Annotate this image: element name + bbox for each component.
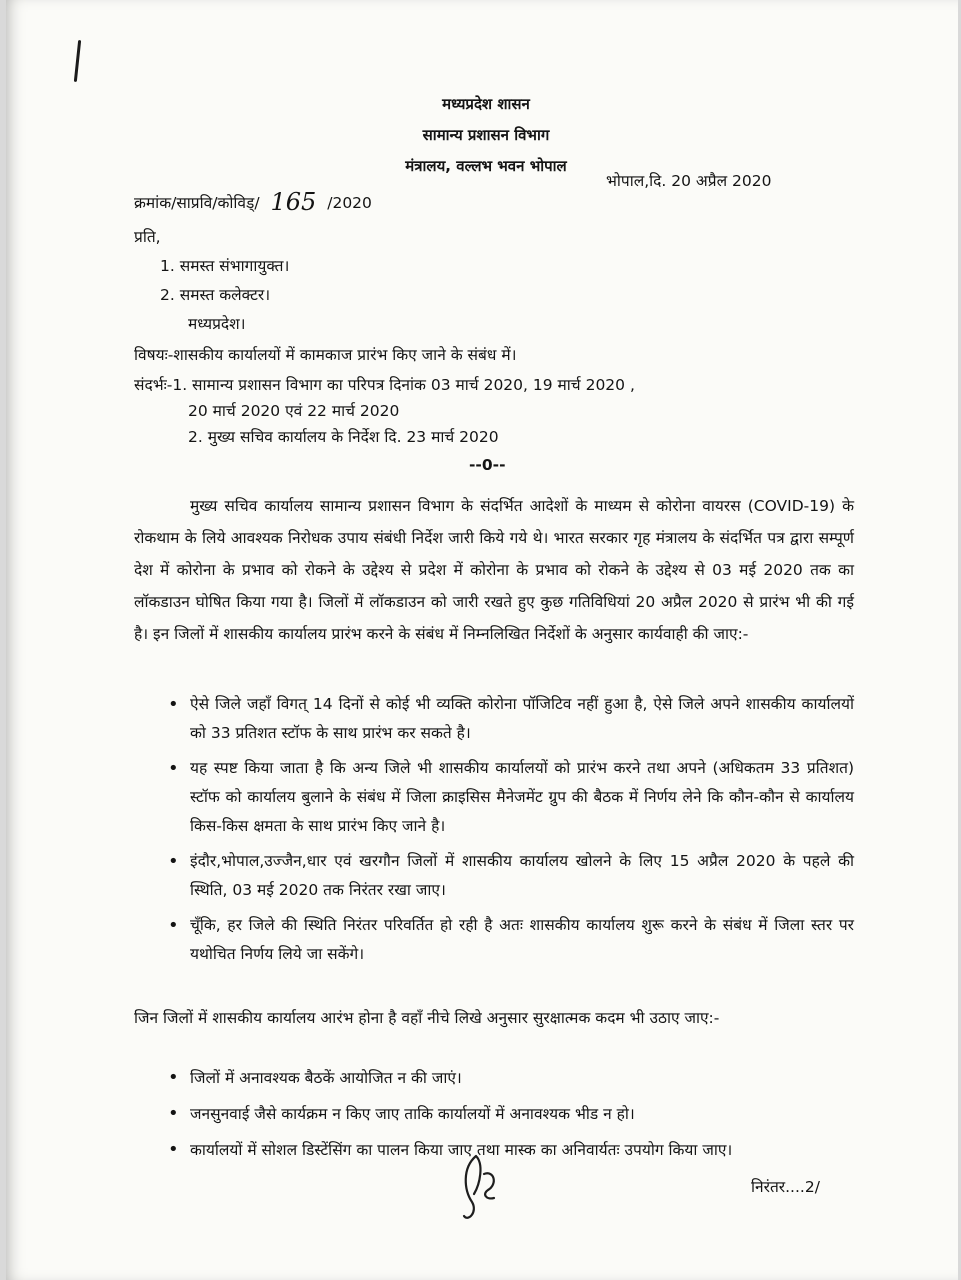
header-department: सामान्य प्रशासन विभाग xyxy=(422,126,550,144)
reference-line-3: 2. मुख्य सचिव कार्यालय के निर्देश दि. 23 मार्च 2020 xyxy=(188,428,499,446)
document-page xyxy=(6,0,958,1280)
ref-suffix: /2020 xyxy=(327,194,372,212)
header-address: मंत्रालय, वल्लभ भवन भोपाल xyxy=(405,157,567,175)
reference-number xyxy=(134,188,372,216)
signature-initials xyxy=(454,1150,504,1225)
safety-measure-item: • कार्यालयों में सोशल डिस्टेंसिंग का पालन किया जाए तथा मास्क का अनिवार्यतः उपयोग किया जाए। xyxy=(190,1136,854,1164)
ref-prefix: क्रमांक/साप्रवि/कोविड्/ xyxy=(134,194,260,212)
directive-item: • इंदौर,भोपाल,उज्जैन,धार एवं खरगौन जिलों में शासकीय कार्यालय खोलने के लिए 15 अप्रैल 2020 के पहले की स्थिति, 03 मई 2020 तक निरंतर रखा जाए। xyxy=(190,847,854,905)
recipient-state: मध्यप्रदेश। xyxy=(188,315,246,333)
margin-pen-mark xyxy=(74,40,81,82)
directive-item: • चूँकि, हर जिले की स्थिति निरंतर परिवर्तित हो रही है अतः शासकीय कार्यालय शुरू करने के संबंध में जिला स्तर पर यथोचित निर्णय लिये जा सकेंगे। xyxy=(190,911,854,969)
separator: --0-- xyxy=(469,456,506,474)
reference-line-1: संदर्भः-1. सामान्य प्रशासन विभाग का परिपत्र दिनांक 03 मार्च 2020, 19 मार्च 2020 , xyxy=(134,376,635,394)
safety-intro: जिन जिलों में शासकीय कार्यालय आरंभ होना है वहाँ नीचे लिखे अनुसार सुरक्षात्मक कदम भी उठाए जाए:- xyxy=(134,1009,720,1027)
continued-marker: निरंतर....2/ xyxy=(751,1178,820,1196)
issue-date: भोपाल,दि. 20 अप्रैल 2020 xyxy=(606,172,772,190)
directive-list xyxy=(190,690,854,975)
directive-item: • यह स्पष्ट किया जाता है कि अन्य जिले भी शासकीय कार्यालयों को प्रारंभ करने तथा अपने (अधिकतम 33 प्रतिशत) स्टॉफ को कार्यालय बुलाने के संबंध में जिला क्राइसिस मैनेजमेंट ग्रुप की बैठक में निर्णय लेने कि कौन-कौन से कार्यालय किस-किस क्षमता के साथ प्रारंभ किए जाने है। xyxy=(190,754,854,841)
ref-handwritten-number: 165 xyxy=(270,188,317,216)
header-government: मध्यप्रदेश शासन xyxy=(442,95,530,113)
body-paragraph: मुख्य सचिव कार्यालय सामान्य प्रशासन विभाग के संदर्भित आदेशों के माध्यम से कोरोना वायरस (COVID-19) के रोकथाम के लिये आवश्यक निरोधक उपाय संबंधी निर्देश जारी किये गये थे। भारत सरकार गृह मंत्रालय के संदर्भित पत्र द्वारा सम्पूर्ण देश में कोरोना के प्रभाव को रोकने के उद्देश्य से प्रदेश में कोरोना के प्रभाव को रोकने के उद्देश्य से 03 मई 2020 तक का लॉकडाउन घोषित किया गया है। जिलों में लॉकडाउन को जारी रखते हुए कुछ गतिविधियां 20 अप्रैल 2020 से प्रारंभ भी की गई है। इन जिलों में शासकीय कार्यालय प्रारंभ करने के संबंध में निम्नलिखित निर्देशों के अनुसार कार्यवाही की जाए:- xyxy=(134,497,854,643)
reference-line-2: 20 मार्च 2020 एवं 22 मार्च 2020 xyxy=(188,402,400,420)
safety-measure-item: • जिलों में अनावश्यक बैठकें आयोजित न की जाएं। xyxy=(190,1064,854,1092)
to-label: प्रति, xyxy=(134,228,161,246)
safety-measure-item: • जनसुनवाई जैसे कार्यक्रम न किए जाए ताकि कार्यालयों में अनावश्यक भीड न हो। xyxy=(190,1100,854,1128)
recipient-2: 2. समस्त कलेक्टर। xyxy=(160,286,271,304)
recipient-1: 1. समस्त संभागायुक्त। xyxy=(160,257,290,275)
directive-item: • ऐसे जिले जहाँ विगत् 14 दिनों से कोई भी व्यक्ति कोरोना पॉजिटिव नहीं हुआ है, ऐसे जिले अपने शासकीय कार्यालयों को 33 प्रतिशत स्टॉफ के साथ प्रारंभ कर सकते है। xyxy=(190,690,854,748)
safety-measures-list xyxy=(190,1064,854,1172)
subject-line: विषयः-शासकीय कार्यालयों में कामकाज प्रारंभ किए जाने के संबंध में। xyxy=(134,346,517,364)
